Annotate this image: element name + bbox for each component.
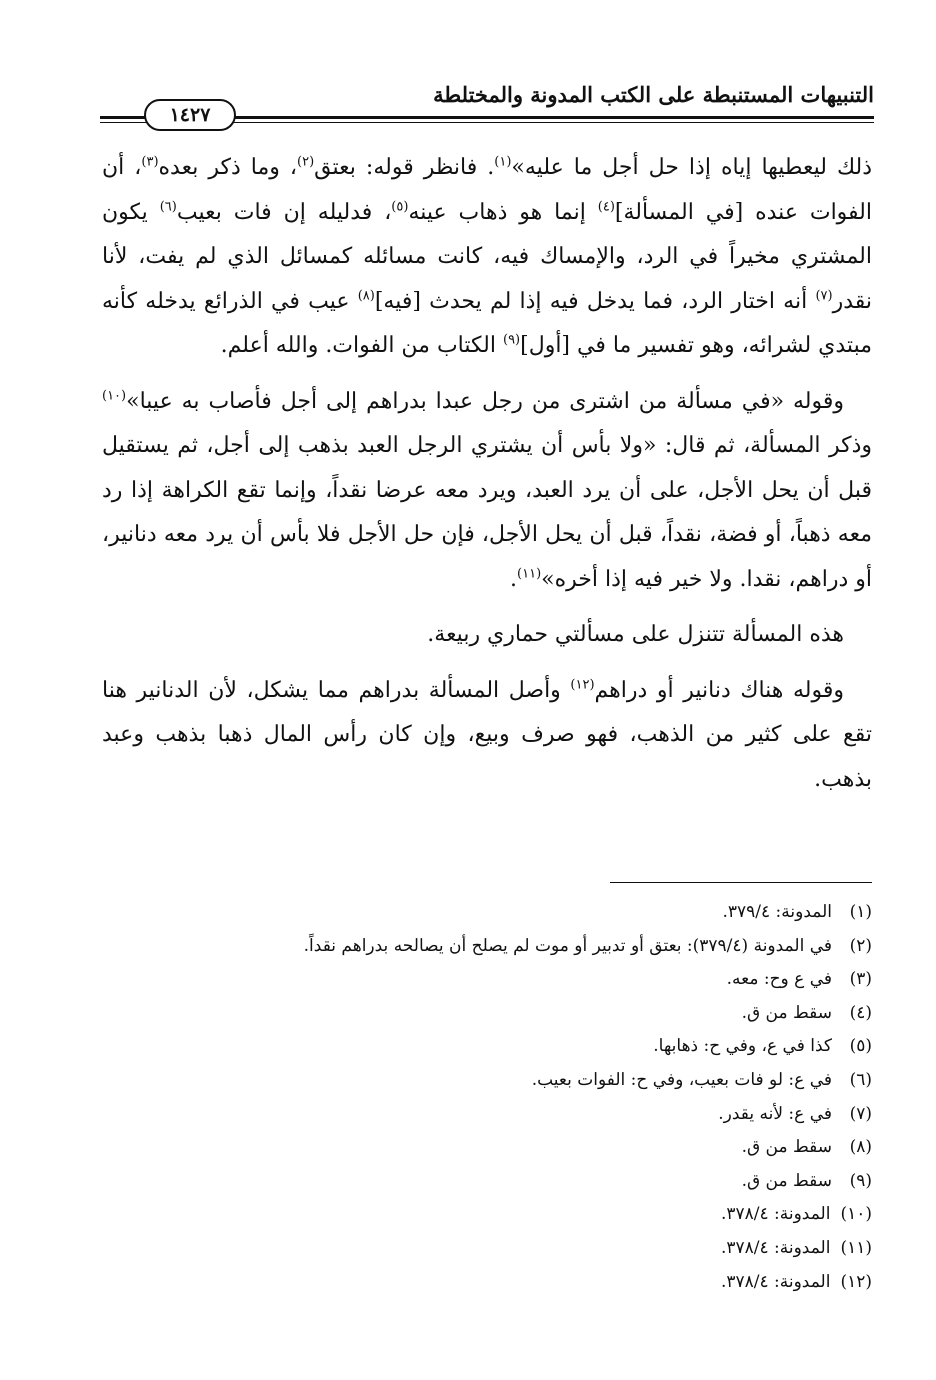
- paragraph-4: [102, 669, 872, 803]
- footnote-number: (٢): [849, 935, 872, 956]
- footnote-text: في ع: لأنه يقدر.: [718, 1103, 832, 1124]
- footnote-ref-9[interactable]: (٩): [502, 332, 521, 348]
- footnote-ref-7[interactable]: (٧): [815, 288, 833, 304]
- text-run: أنه اختار الرد، فما يدخل فيه إذا لم يحدث [فيه]: [374, 288, 816, 314]
- footnote-text: في ع: لو فات بعيب، وفي ح: الفوات بعيب.: [531, 1069, 832, 1090]
- text-run: ، فدليله إن فات بعيب: [176, 199, 392, 225]
- footnote-number: (٣): [849, 969, 872, 990]
- footnote-text: كذا في ع، وفي ح: ذهابها.: [653, 1036, 832, 1057]
- text-run: وقوله «في مسألة من اشترى من رجل عبدا بدراهم إلى أجل فأصاب به عيبا»: [126, 388, 844, 414]
- paragraph-1: [102, 146, 872, 369]
- main-text: [102, 146, 872, 813]
- text-run: وقوله هناك دنانير أو دراهم: [594, 677, 845, 703]
- footnote-number: (١٠): [840, 1204, 872, 1225]
- footnote-ref-10[interactable]: (١٠): [102, 388, 127, 404]
- footnote-item: [102, 1030, 872, 1064]
- text-run: ، أن الفوات عنده [في المسألة]: [102, 155, 872, 225]
- footnote-text: المدونة: ٣٧٨/٤.: [720, 1204, 831, 1225]
- text-run: عيب في الذرائع يدخله كأنه مبتدي لشرائه، وهو تفسير ما في [أول]: [102, 288, 872, 358]
- footnote-item: [102, 1064, 872, 1098]
- footnote-item: [102, 963, 872, 997]
- footnote-text: في المدونة (٣٧٩/٤): بعتق أو تدبير أو موت لم يصلح أن يصالحه بدراهم نقداً.: [303, 935, 832, 956]
- footnote-item: [102, 1165, 872, 1199]
- footnote-ref-1[interactable]: (١): [494, 154, 512, 170]
- footnote-ref-6[interactable]: (٦): [159, 199, 177, 215]
- footnote-number: (٧): [849, 1103, 872, 1124]
- footnote-ref-2[interactable]: (٢): [297, 154, 315, 170]
- footnote-separator: [610, 882, 872, 883]
- footnote-item: [102, 997, 872, 1031]
- footnote-ref-4[interactable]: (٤): [597, 199, 615, 215]
- footnote-text: المدونة: ٣٧٨/٤.: [720, 1271, 831, 1292]
- page-header: [100, 82, 874, 130]
- footnote-item: [102, 1266, 872, 1300]
- footnote-item: [102, 1198, 872, 1232]
- footnote-item: [102, 1232, 872, 1266]
- text-run: وأصل المسألة بدراهم مما يشكل، لأن الدنانير هنا تقع على كثير من الذهب، فهو صرف وبيع، وإن كان رأس المال ذهبا بذهب وعبد بذهب.: [102, 677, 872, 792]
- footnote-number: (٩): [849, 1170, 872, 1191]
- paragraph-2: [102, 380, 872, 603]
- text-run: .: [510, 566, 518, 592]
- footnote-ref-11[interactable]: (١١): [517, 566, 542, 582]
- footnote-text: سقط من ق.: [741, 1002, 832, 1023]
- footnote-number: (١): [849, 902, 872, 922]
- footnote-number: (١١): [840, 1237, 872, 1258]
- text-run: ، وما ذكر بعده: [158, 155, 298, 180]
- footnote-number: (٥): [849, 1036, 872, 1057]
- footnote-item: [102, 1131, 872, 1165]
- footnote-item: [102, 896, 872, 930]
- footnote-number: (٦): [849, 1069, 872, 1090]
- text-run: ذلك ليعطيها إياه إذا حل أجل ما عليه»: [511, 155, 872, 180]
- footnote-ref-12[interactable]: (١٢): [570, 677, 595, 693]
- text-run: يكون المشتري مخيراً في الرد، والإمساك فيه، كانت مسائله كمسائل الذي لم يفت، لأنا نقدر: [102, 199, 873, 314]
- footnotes: [102, 896, 872, 1299]
- footnote-ref-3[interactable]: (٣): [141, 154, 159, 170]
- footnote-item: [102, 1098, 872, 1132]
- footnote-number: (٤): [849, 1002, 872, 1023]
- footnote-text: في ع وح: معه.: [726, 969, 832, 990]
- footnote-text: سقط من ق.: [741, 1137, 832, 1158]
- text-run: إنما هو ذهاب عينه: [408, 199, 598, 225]
- running-title: التنبيهات المستنبطة على الكتب المدونة والمختلطة: [433, 82, 874, 107]
- footnote-text: سقط من ق.: [741, 1170, 832, 1191]
- paragraph-3: هذه المسألة تتنزل على مسألتي حماري ربيعة.: [427, 622, 844, 647]
- footnote-text: المدونة: ٣٧٩/٤.: [722, 902, 832, 922]
- footnote-ref-5[interactable]: (٥): [391, 199, 409, 215]
- text-run: وذكر المسألة، ثم قال: «ولا بأس أن يشتري الرجل العبد بذهب إلى أجل، ثم يستقيل قبل أن يحل الأجل، على أن يرد العبد، ويرد معه عرضا نقداً، وإنما تقع الكراهة إذا رد معه ذهباً، أو فضة، نقداً، قبل أن يحل الأجل، فإن حل الأجل فلا بأس أن يرد معه دنانير، أو دراهم، نقدا. ولا خير فيه إذا أخره»: [102, 433, 872, 592]
- footnote-item: [102, 930, 872, 964]
- page-number: ١٤٢٧: [144, 99, 236, 131]
- footnote-number: (١٢): [840, 1271, 872, 1292]
- text-run: . فانظر قوله: بعتق: [314, 155, 495, 180]
- footnote-text: المدونة: ٣٧٨/٤.: [720, 1237, 831, 1258]
- footnote-ref-8[interactable]: (٨): [357, 288, 375, 304]
- footnote-number: (٨): [849, 1137, 872, 1158]
- text-run: الكتاب من الفوات. والله أعلم.: [220, 333, 503, 358]
